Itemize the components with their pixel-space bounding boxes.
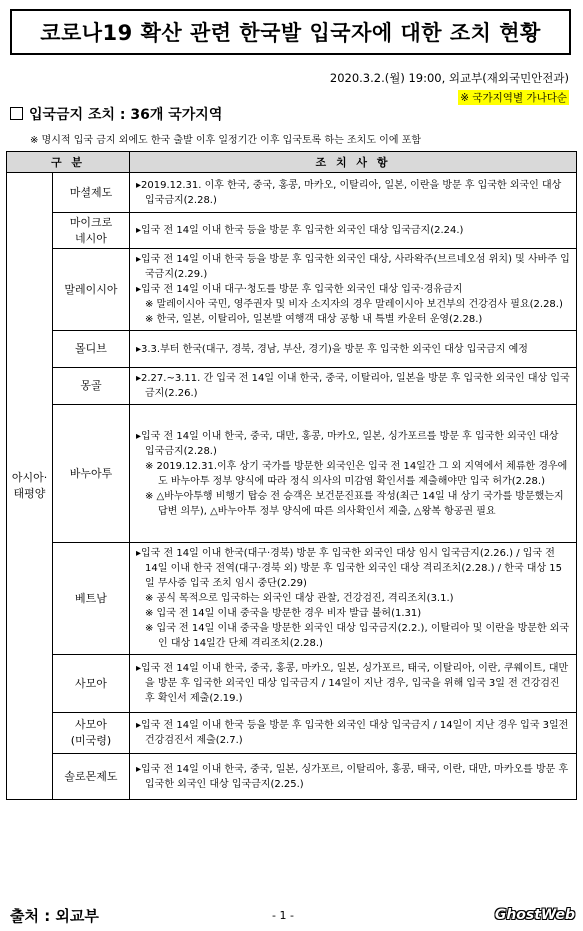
measures-cell: [130, 331, 577, 368]
page-number: - 1 -: [272, 909, 294, 922]
header-measures: 조 치 사 항: [130, 152, 577, 173]
country-cell: 몰디브: [53, 331, 130, 368]
measures-cell: [130, 249, 577, 331]
measure-bullet: ▸3.3.부터 한국(대구, 경북, 경남, 부산, 경기)을 방문 후 입국한 외국인 대상 입국금지 예정: [136, 343, 528, 355]
scope-note: ※ 명시적 입국 금지 외에도 한국 출발 이후 일정기간 이후 입국토록 하는 조치도 이에 포함: [30, 135, 421, 146]
measure-note: ※ 공식 목적으로 입국하는 외국인 대상 관찰, 건강검진, 격리조치(3.1.): [145, 593, 454, 604]
measure-bullet: ▸입국 전 14일 이내 한국 등을 방문 후 입국한 외국인 대상 입국금지(2.24.): [136, 225, 464, 236]
section-heading: [10, 104, 222, 124]
country-cell: 사모아: [53, 655, 130, 713]
measure-bullet: ▸입국 전 14일 이내 한국 등을 방문 후 입국한 외국인 대상 입국금지 / 14일이 지난 경우 입국 3일전 건강검진서 제출(2.7.): [136, 720, 569, 746]
table-header-row: [7, 152, 577, 173]
table-row: [7, 655, 577, 713]
country-cell: 말레이시아: [53, 249, 130, 331]
watermark-logo: GhostWeb: [494, 907, 575, 923]
dateline: 2020.3.2.(월) 19:00, 외교부(재외국민안전과): [329, 71, 569, 85]
measures-cell: [130, 213, 577, 249]
table-row: [7, 713, 577, 754]
country-cell: 마이크로 네시아: [53, 213, 130, 249]
measure-bullet: ▸입국 전 14일 이내 한국, 중국, 대만, 홍콩, 마카오, 일본, 싱가포르를 방문 후 입국한 외국인 대상 입국금지(2.28.): [136, 430, 559, 457]
measure-note: ※ △바누아투행 비행기 탑승 전 승객은 보건문진표를 작성(최근 14일 내 상기 국가를 방문했는지 답변 의무), △바누아투 정부 양식에 따른 의사확인서 제출, △왕복 항공권 필요: [145, 490, 564, 517]
measure-note: ※ 말레이시아 국민, 영주권자 및 비자 소지자의 경우 말레이시아 보건부의 건강검사 필요(2.28.): [145, 299, 563, 310]
table-row: [7, 249, 577, 331]
region-cell: 아시아· 태평양: [7, 173, 53, 800]
measure-note: ※ 입국 전 14일 이내 중국을 방문한 경우 비자 발급 불허(1.31): [145, 608, 422, 619]
table-row: [7, 331, 577, 368]
country-cell: 바누아투: [53, 405, 130, 543]
country-cell: 마셜제도: [53, 173, 130, 213]
country-cell: 사모아 (미국령): [53, 713, 130, 754]
checkbox-square-icon: [10, 107, 23, 120]
page-title: 코로나19 확산 관련 한국발 입국자에 대한 조치 현황: [40, 21, 541, 45]
measure-bullet: ▸2019.12.31. 이후 한국, 중국, 홍콩, 마카오, 이탈리아, 일본, 이란을 방문 후 입국한 외국인 대상 입국금지(2.28.): [136, 179, 562, 206]
measures-cell: [130, 754, 577, 800]
measure-note: ※ 한국, 일본, 이탈리아, 일본발 여행객 대상 공항 내 특별 카운터 운영(2.28.): [145, 314, 483, 325]
measures-cell: [130, 713, 577, 754]
measure-bullet: ▸입국 전 14일 이내 한국 등을 방문 후 입국한 외국인 대상, 사라왁주(브르네오섬 위치) 및 사바주 입국금지(2.29.): [136, 254, 570, 280]
header-category: 구 분: [7, 152, 130, 173]
measures-cell: [130, 368, 577, 405]
measures-cell: [130, 543, 577, 655]
measure-bullet: ▸2.27.~3.11. 간 입국 전 14일 이내 한국, 중국, 이탈리아, 일본을 방문 후 입국한 외국인 대상 입국금지(2.26.): [136, 373, 570, 399]
measure-bullet: ▸입국 전 14일 이내 한국, 중국, 일본, 싱가포르, 이탈리아, 홍콩, 태국, 이란, 대만, 마카오를 방문 후 입국한 외국인 대상 입국금지(2.25.): [136, 763, 569, 790]
table-row: [7, 405, 577, 543]
source-credit: 출처 : 외교부: [10, 907, 99, 925]
title-box: [10, 9, 571, 55]
measure-bullet: ▸입국 전 14일 이내 한국(대구·경북) 방문 후 입국한 외국인 대상 임시 입국금지(2.26.) / 입국 전 14일 이내 한국 전역(대구·경북 외) 방문 후 입국한 외국인 대상 격리조치(2.28.) / 한국 대상 15일 무사증 입국 조치 임시 중단(2.29): [136, 548, 563, 589]
table-row: [7, 173, 577, 213]
measures-cell: [130, 173, 577, 213]
measure-bullet: ▸입국 전 14일 이내 한국, 중국, 홍콩, 마카오, 일본, 싱가포르, 태국, 이탈리아, 이란, 쿠웨이트, 대만을 방문 후 입국한 외국인 대상 입국금지 / 14일이 지난 경우, 입국을 위해 입국 3일 전 건강검진 후 확인서 제출(2.19.): [136, 663, 569, 704]
measure-note: ※ 입국 전 14일 이내 중국을 방문한 외국인 대상 입국금지(2.2.), 이탈리아 및 이란을 방문한 외국인 대상 14일간 단체 격리조치(2.28.): [145, 623, 570, 649]
table-row: [7, 543, 577, 655]
country-cell: 베트남: [53, 543, 130, 655]
table-row: [7, 213, 577, 249]
sort-note: ※ 국가지역별 가나다순: [460, 92, 567, 104]
country-cell: 솔로몬제도: [53, 754, 130, 800]
section-title: 입국금지 조치 : 36개 국가지역: [29, 107, 223, 123]
measures-cell: [130, 655, 577, 713]
measures-table: [6, 151, 577, 800]
country-cell: 몽골: [53, 368, 130, 405]
measure-note: ※ 2019.12.31.이후 상기 국가를 방문한 외국인은 입국 전 14일간 그 외 지역에서 체류한 경우에도 바누아투 정부 양식에 따라 정식 의사의 미감염 확인서를 제출해야만 입국 허가(2.28.): [145, 460, 568, 487]
measures-cell: [130, 405, 577, 543]
table-row: [7, 368, 577, 405]
table-row: [7, 754, 577, 800]
measure-bullet: ▸입국 전 14일 이내 대구·청도를 방문 후 입국한 외국인 대상 입국·경유금지: [136, 284, 463, 295]
